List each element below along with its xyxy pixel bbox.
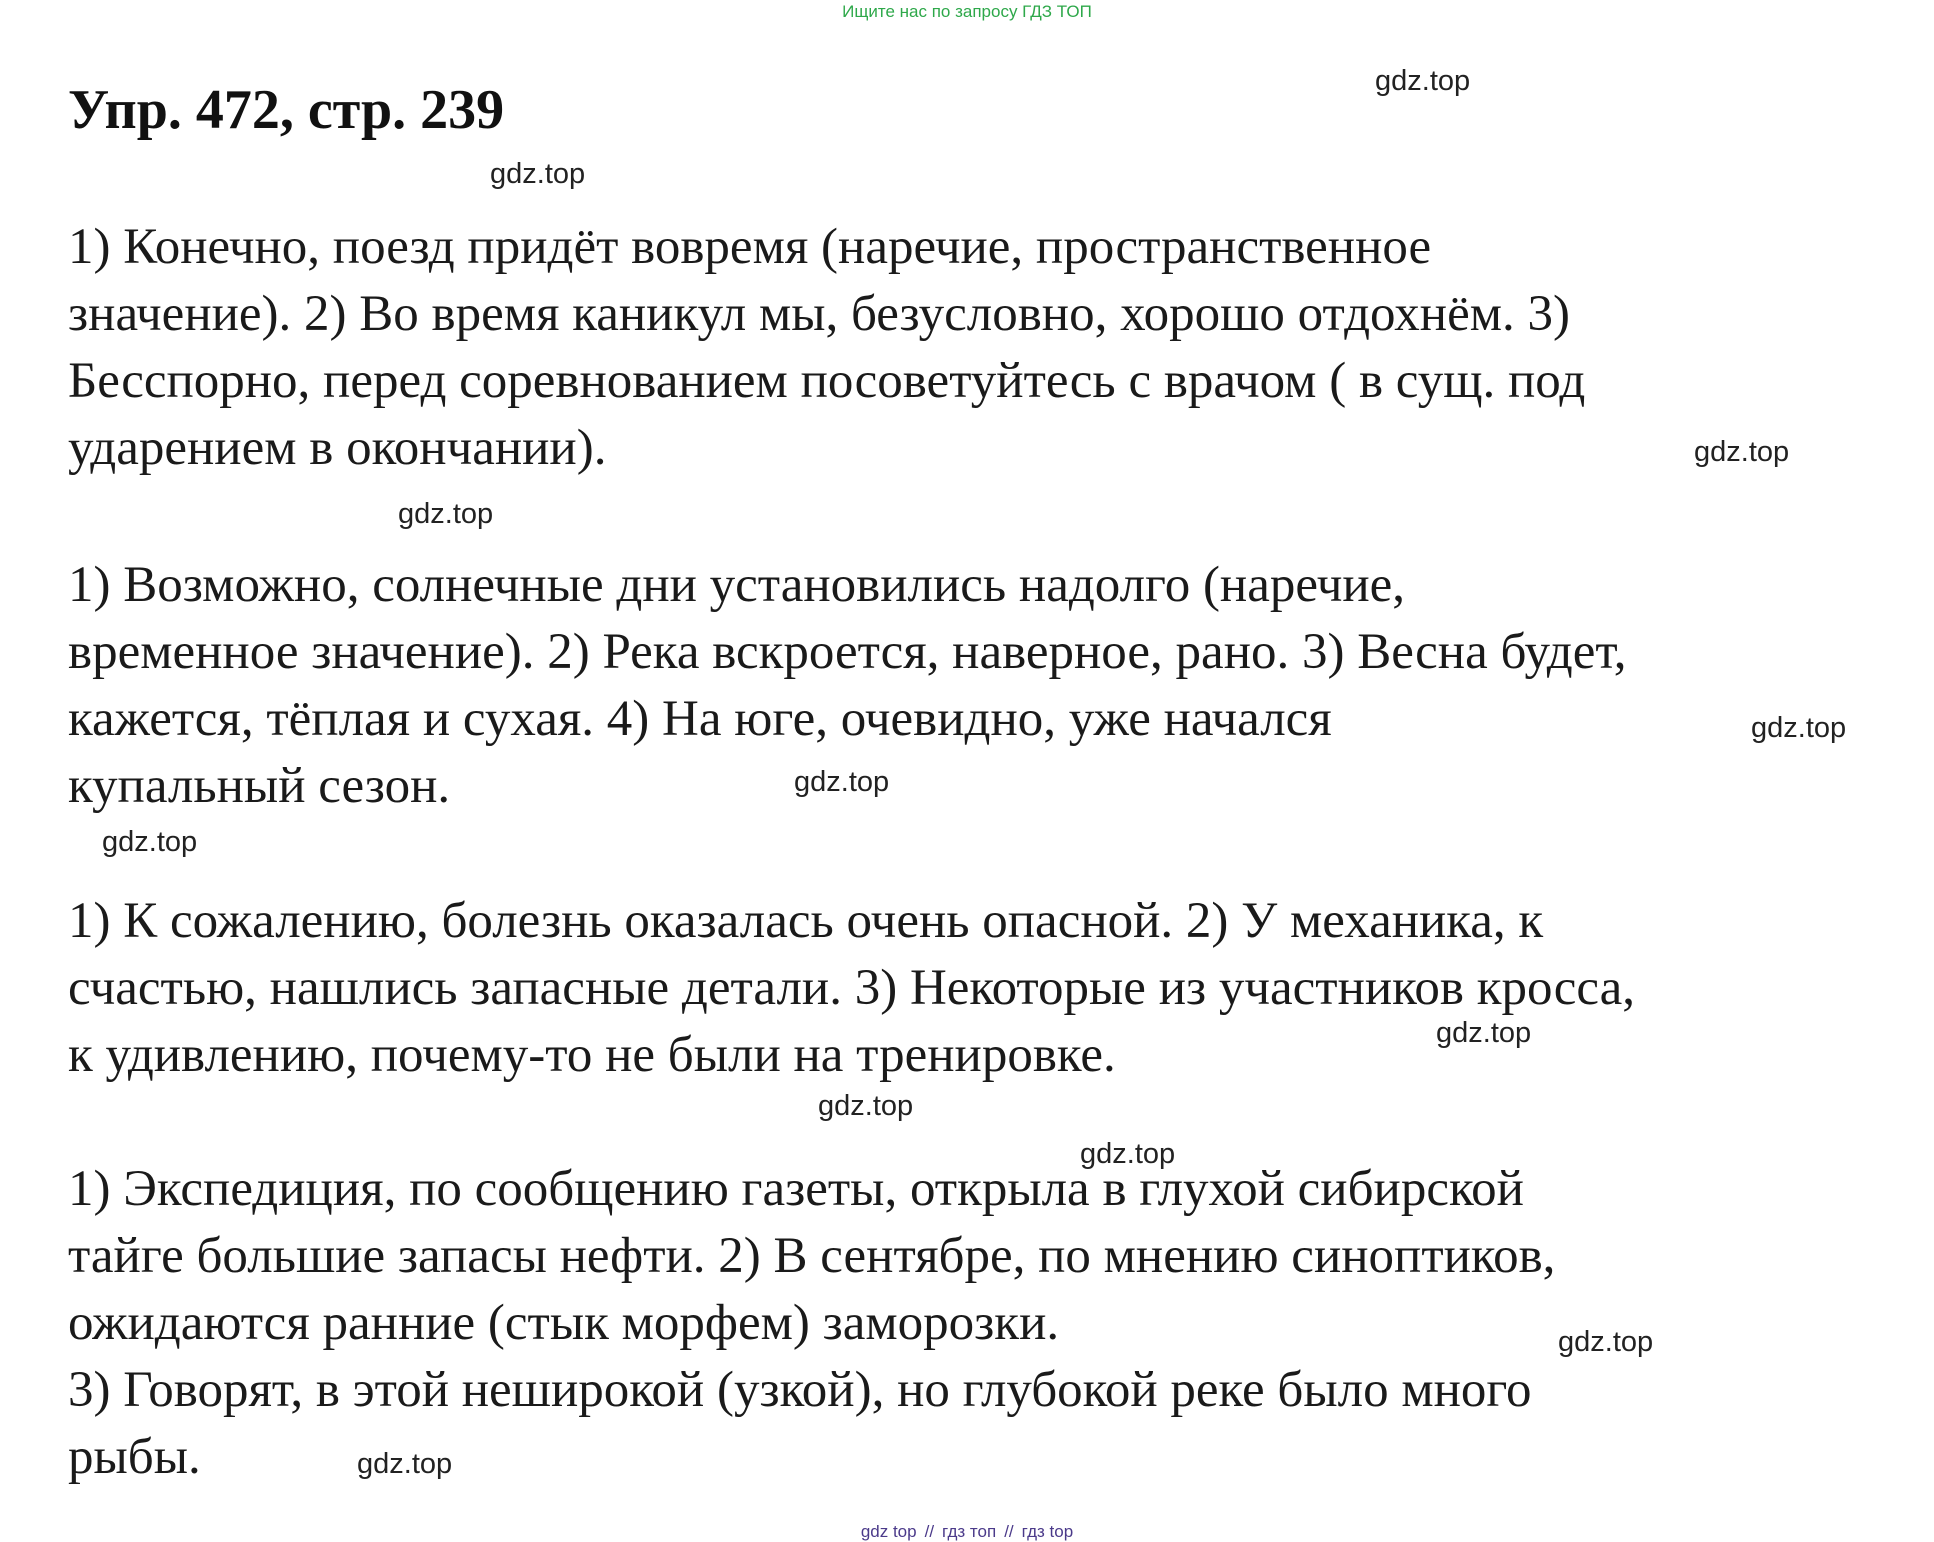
paragraph-line: Бесспорно, перед соревнованием посоветуйтесь с врачом ( в сущ. под — [68, 353, 1586, 409]
footer-separator: // — [924, 1522, 935, 1541]
footer-link[interactable]: гдз топ — [942, 1522, 997, 1541]
paragraph-line: 1) К сожалению, болезнь оказалась очень опасной. 2) У механика, к — [68, 893, 1544, 949]
paragraph-line: временное значение). 2) Река вскроется, наверное, рано. 3) Весна будет, — [68, 624, 1627, 680]
paragraph-line: к удивлению, почему-то не были на тренировке. — [68, 1027, 1116, 1083]
footer-links — [0, 1522, 1934, 1542]
paragraph-line: 1) Конечно, поезд придёт вовремя (наречие, пространственное — [68, 219, 1432, 275]
top-banner[interactable]: Ищите нас по запросу ГДЗ ТОП — [842, 2, 1092, 21]
watermark: gdz.top — [1080, 1138, 1176, 1170]
paragraph-line: кажется, тёплая и сухая. 4) На юге, очевидно, уже начался — [68, 691, 1332, 747]
watermark: gdz.top — [1436, 1017, 1532, 1049]
watermark: gdz.top — [357, 1448, 453, 1480]
page-title: Упр. 472, стр. 239 — [68, 79, 505, 141]
paragraph-line: 3) Говорят, в этой неширокой (узкой), но глубокой реке было много — [68, 1362, 1532, 1418]
footer-separator: // — [1004, 1522, 1014, 1541]
exercise-paragraph-1 — [68, 214, 1585, 482]
paragraph-line: 1) Экспедиция, по сообщению газеты, открыла в глухой сибирской — [68, 1161, 1524, 1217]
paragraph-line: значение). 2) Во время каникул мы, безусловно, хорошо отдохнём. 3) — [68, 286, 1570, 342]
paragraph-line: счастью, нашлись запасные детали. 3) Некоторые из участников кросса, — [68, 960, 1636, 1016]
watermark: gdz.top — [794, 766, 890, 798]
watermark: gdz.top — [1751, 712, 1847, 744]
paragraph-line: ударением в окончании). — [68, 420, 607, 476]
paragraph-line: тайге большие запасы нефти. 2) В сентябре, по мнению синоптиков, — [68, 1228, 1556, 1284]
watermark: gdz.top — [1694, 436, 1790, 468]
watermark: gdz.top — [490, 158, 586, 190]
watermark: gdz.top — [102, 826, 198, 858]
watermark: gdz.top — [398, 498, 494, 530]
footer-link[interactable]: гдз top — [1021, 1522, 1074, 1541]
exercise-paragraph-4 — [68, 1156, 1555, 1491]
watermark: gdz.top — [818, 1090, 914, 1122]
footer-link[interactable]: gdz top — [860, 1522, 917, 1541]
paragraph-line: ожидаются ранние (стык морфем) заморозки. — [68, 1295, 1060, 1351]
paragraph-line: 1) Возможно, солнечные дни установились надолго (наречие, — [68, 557, 1406, 613]
watermark: gdz.top — [1558, 1326, 1654, 1358]
exercise-paragraph-3 — [68, 888, 1635, 1089]
watermark: gdz.top — [1375, 65, 1471, 97]
paragraph-line: купальный сезон. — [68, 758, 451, 814]
paragraph-line: рыбы. — [68, 1429, 201, 1485]
